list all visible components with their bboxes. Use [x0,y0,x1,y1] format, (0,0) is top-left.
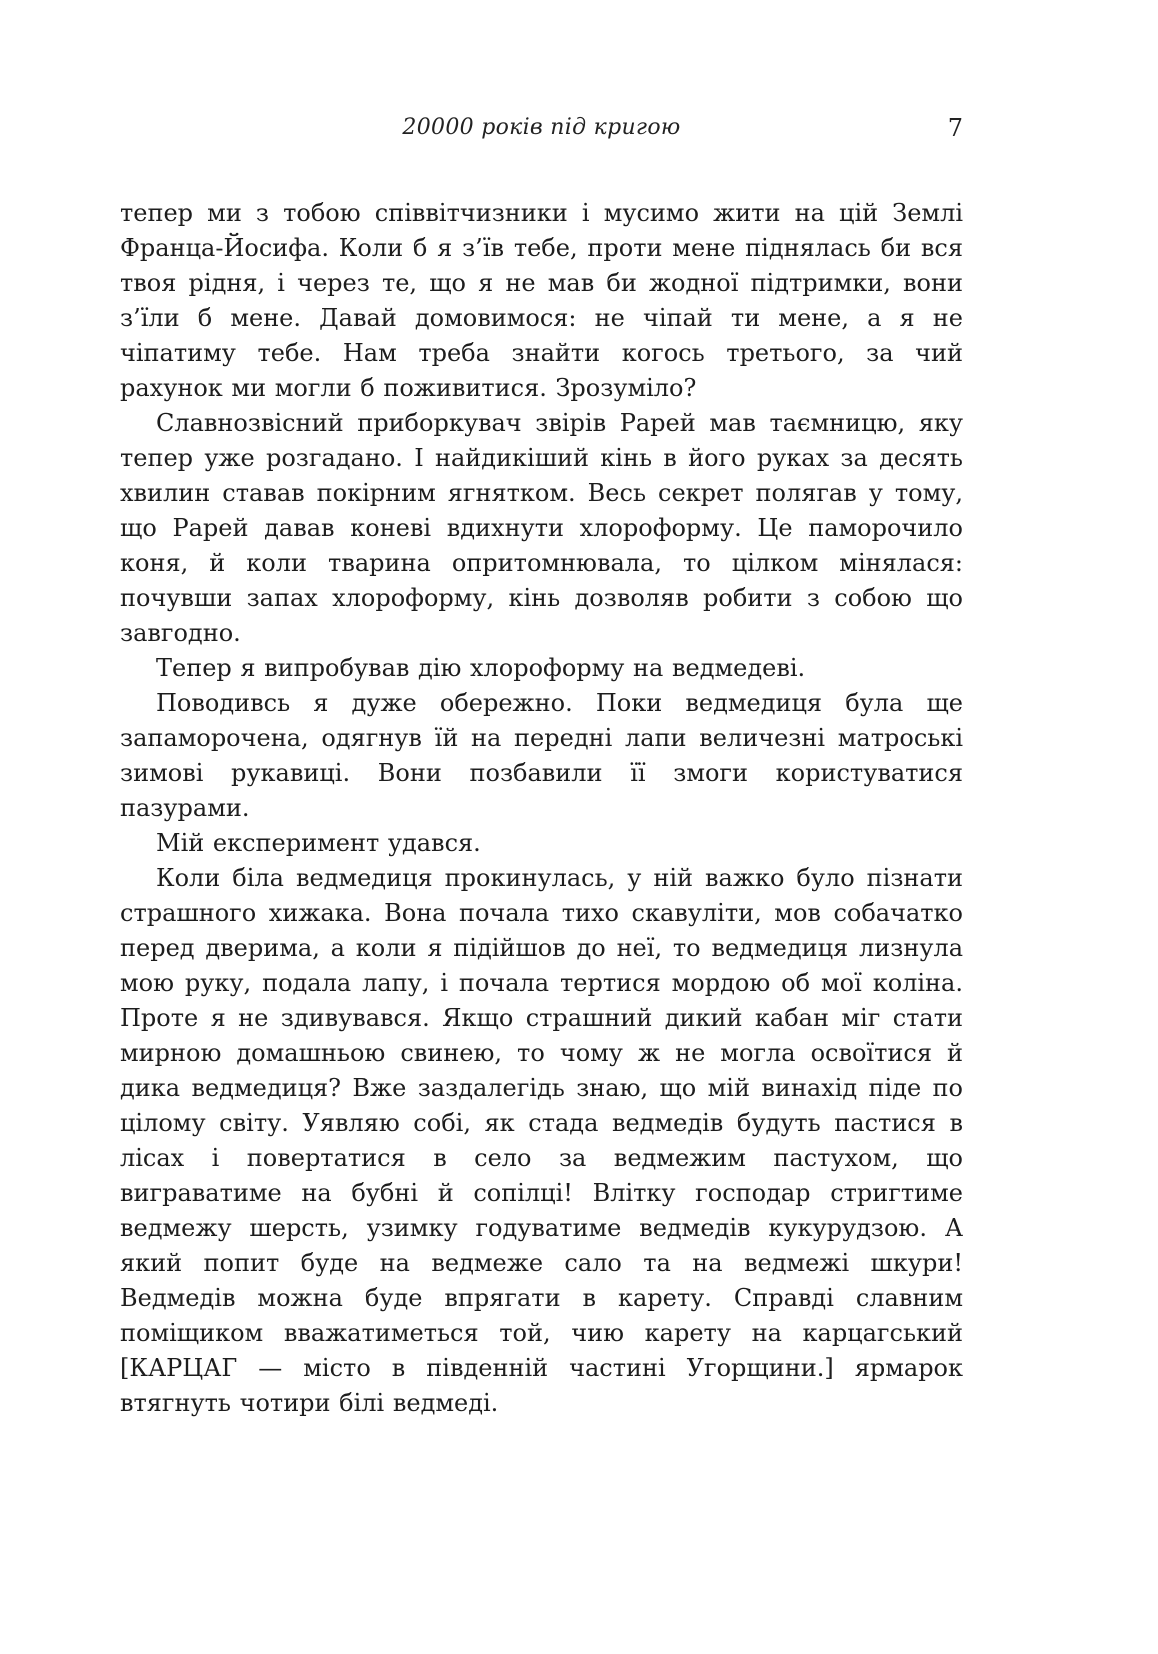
body-paragraph: Коли біла ведмедиця прокинулась, у ній важко було пізнати страшного хижака. Вона почала тихо скавуліти, мов собачатко перед дверима, а коли я підійшов до неї, то ведмедиця лизнула мою руку, подала лапу, і почала тертися мордою об мої коліна. Проте я не здивувався. Якщо страшний дикий кабан міг стати мирною домашньою свинею, то чому ж не могла освоїтися й дика ведмедиця? Вже заздалегідь знаю, що мій винахід піде по цілому світу. Уявляю собі, як стада ведмедів будуть пастися в лісах і повертатися в село за ведмежим пастухом, що виграватиме на бубні й сопілці! Влітку господар стригтиме ведмежу шерсть, узимку годуватиме ведмедів кукурудзою. А який попит буде на ведмеже сало та на ведмежі шкури! Ведмедів можна буде впрягати в карету. Справді славним поміщиком вважатиметься той, чию карету на карцагський [КАРЦАГ — місто в південній частині Угорщини.] ярмарок втягнуть чотири білі ведмеді. [120,864,963,1417]
body-paragraph: Поводивсь я дуже обережно. Поки ведмедиця була ще запаморочена, одягнув їй на передні лапи величезні матроські зимові рукавиці. Вони позбавили її змоги користуватися пазурами. [120,689,963,822]
page-number: 7 [947,114,963,142]
page-body [120,196,963,1421]
body-paragraph: Славнозвісний приборкувач звірів Рарей мав таємницю, яку тепер уже розгадано. І найдикіший кінь в його руках за десять хвилин ставав покірним ягнятком. Весь секрет полягав у тому, що Рарей давав коневі вдихнути хлороформу. Це паморочило коня, й коли тварина опритомнювала, то цілком мінялася: почувши запах хлороформу, кінь дозволяв робити з собою що завгодно. [120,409,963,647]
body-paragraph: Тепер я випробував дію хлороформу на ведмедеві. [156,654,806,682]
running-title: 20000 років під кригою [402,115,681,140]
body-paragraph: тепер ми з тобою співвітчизники і мусимо жити на цій Землі Франца-Йосифа. Коли б я з’їв тебе, проти мене піднялась би вся твоя рідня, і через те, що я не мав би жодної підтримки, вони з’їли б мене. Давай домовимося: не чіпай ти мене, а я не чіпатиму тебе. Нам треба знайти когось третього, за чий рахунок ми могли б поживитися. Зрозуміло? [120,199,963,402]
page-header [120,112,963,144]
body-paragraph: Мій експеримент удався. [156,829,481,857]
